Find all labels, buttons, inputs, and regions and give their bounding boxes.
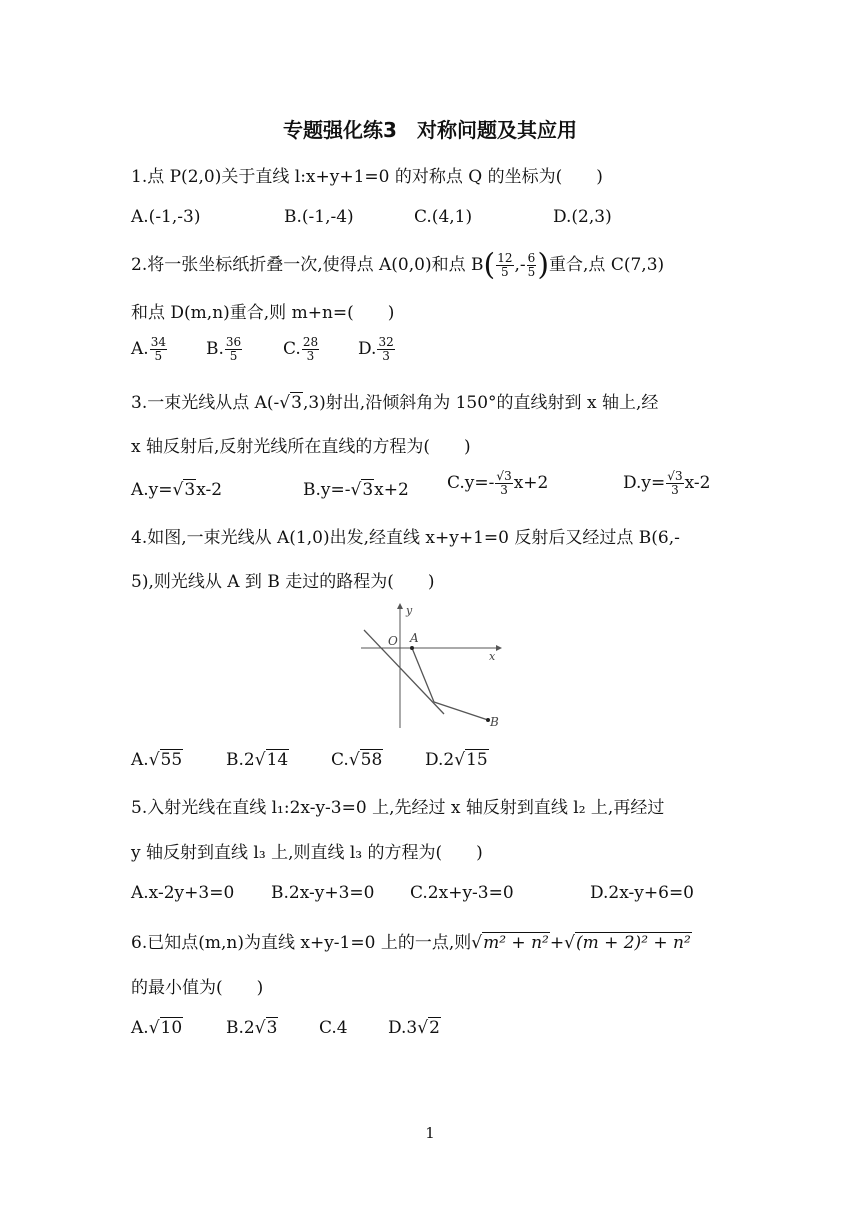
q4-option-b	[226, 750, 289, 770]
q6-stem-line2: 的最小值为( )	[131, 978, 264, 998]
q2-stem-line2: 和点 D(m,n)重合,则 m+n=( )	[131, 303, 395, 323]
option-prefix: D.	[358, 339, 377, 359]
q3-option-a	[131, 480, 222, 500]
q4-stem-line2: 5),则光线从 A 到 B 走过的路程为( )	[131, 572, 435, 592]
option-suffix: x+2	[374, 480, 409, 500]
radicand: 3	[266, 1018, 278, 1038]
radicand: 10	[160, 1018, 183, 1038]
q6-option-c: C.4	[319, 1018, 348, 1038]
q2-option-c	[283, 336, 320, 363]
fraction	[302, 336, 319, 363]
q3-stem-b: ,3)射出,沿倾斜角为 150°的直线射到 x 轴上,经	[302, 393, 659, 413]
q6-option-a	[131, 1018, 183, 1038]
q3-stem-line2: x 轴反射后,反射光线所在直线的方程为( )	[131, 437, 471, 457]
q2-option-b	[206, 336, 243, 363]
option-suffix: x-2	[684, 473, 711, 493]
option-prefix: C.	[283, 339, 301, 359]
q5-option-c: C.2x+y-3=0	[410, 883, 514, 903]
sqrt: √2	[417, 1018, 440, 1038]
origin-label: O	[388, 634, 398, 648]
q5-option-d: D.2x-y+6=0	[590, 883, 695, 903]
denominator: 3	[500, 483, 508, 497]
denominator: 3	[306, 349, 315, 363]
q3-option-c	[447, 470, 548, 497]
q3-stem	[131, 388, 658, 413]
b-label: B	[490, 715, 499, 729]
fraction	[495, 470, 512, 497]
numerator: √3	[496, 469, 512, 483]
numerator: 12	[497, 251, 513, 265]
fraction	[225, 336, 242, 363]
q1-option-d: D.(2,3)	[553, 207, 612, 227]
radicand: 3	[674, 469, 683, 483]
option-prefix: A.	[131, 750, 149, 770]
q3-option-d	[623, 470, 710, 497]
option-prefix: B.2	[226, 1018, 255, 1038]
sqrt: √3	[279, 393, 302, 413]
q5-option-b: B.2x-y+3=0	[271, 883, 375, 903]
q2-option-d	[358, 336, 396, 363]
fraction	[377, 336, 394, 363]
sqrt: √15	[454, 750, 488, 770]
q4-option-a	[131, 750, 183, 770]
option-prefix: D.3	[388, 1018, 418, 1038]
q3-option-b	[303, 480, 409, 500]
q2-stem-b: 重合,点 C(7,3)	[549, 255, 665, 275]
radicand: 58	[360, 750, 383, 770]
radicand: 15	[466, 750, 488, 770]
q5-stem-line2: y 轴反射到直线 l₃ 上,则直线 l₃ 的方程为( )	[131, 843, 483, 863]
option-prefix: D.y=	[623, 473, 666, 493]
fraction	[496, 252, 513, 279]
q5-stem: 5.入射光线在直线 l₁:2x-y-3=0 上,先经过 x 轴反射到直线 l₂ 上,再经过	[131, 798, 665, 818]
option-prefix: A.	[131, 1018, 149, 1038]
radicand: 3	[362, 480, 374, 500]
option-suffix: x+2	[513, 473, 549, 493]
sqrt: √3	[254, 1018, 278, 1038]
page-number: 1	[425, 1124, 435, 1142]
option-prefix: A.	[131, 339, 149, 359]
sqrt: √58	[348, 750, 383, 770]
numerator: 32	[378, 335, 394, 349]
q2-stem-a: 2.将一张坐标纸折叠一次,使得点 A(0,0)和点 B	[131, 255, 484, 275]
option-suffix: x-2	[196, 480, 223, 500]
sqrt: √m² + n²	[471, 933, 549, 953]
y-axis-arrow	[397, 603, 403, 609]
q1-option-b: B.(-1,-4)	[284, 207, 354, 227]
option-prefix: B.y=-	[303, 480, 351, 500]
q4-option-d	[425, 750, 489, 770]
radicand: 14	[266, 750, 289, 770]
numerator: 6	[527, 251, 536, 265]
option-prefix: C.	[331, 750, 349, 770]
option-prefix: C.y=-	[447, 473, 495, 493]
q6-stem-a: 6.已知点(m,n)为直线 x+y-1=0 上的一点,则	[131, 933, 472, 953]
q6-option-b	[226, 1018, 278, 1038]
radicand: 3	[184, 480, 196, 500]
incident-ray	[412, 648, 434, 702]
separator: ,-	[514, 255, 526, 275]
denominator: 5	[527, 265, 536, 279]
x-label: x	[489, 650, 496, 663]
radicand: (m + 2)² + n²	[575, 933, 691, 953]
mirror-line	[364, 630, 444, 714]
fraction	[150, 336, 167, 363]
numerator: 28	[302, 335, 319, 349]
fraction	[666, 470, 683, 497]
radicand: 3	[504, 469, 512, 483]
denominator: 5	[154, 349, 163, 363]
fraction	[527, 252, 537, 279]
denominator: 5	[501, 265, 509, 279]
left-paren: (	[483, 247, 496, 283]
sqrt: √14	[254, 750, 289, 770]
right-paren: )	[537, 247, 550, 283]
q3-stem-a: 3.一束光线从点 A(-	[131, 393, 280, 413]
q6-option-d	[388, 1018, 441, 1038]
denominator: 3	[671, 483, 679, 497]
sqrt: √3	[350, 480, 374, 500]
numerator: √3	[667, 469, 683, 483]
page-title: 专题强化练3 对称问题及其应用	[283, 118, 577, 142]
sqrt: √55	[148, 750, 183, 770]
point-a	[410, 646, 414, 650]
denominator: 5	[229, 349, 238, 363]
a-label: A	[410, 631, 419, 645]
q1-stem: 1.点 P(2,0)关于直线 l:x+y+1=0 的对称点 Q 的坐标为( )	[131, 167, 603, 187]
q2-stem	[131, 247, 665, 283]
option-prefix: A.y=	[131, 480, 173, 500]
radicand: 55	[160, 750, 183, 770]
q1-option-c: C.(4,1)	[414, 207, 473, 227]
x-axis-arrow	[496, 645, 502, 651]
numerator: 36	[225, 335, 242, 349]
option-prefix: B.2	[226, 750, 255, 770]
radicand: 2	[429, 1018, 440, 1038]
plus-sign: +	[549, 933, 565, 953]
reflected-ray	[434, 702, 488, 720]
q4-figure	[356, 602, 506, 732]
q4-stem: 4.如图,一束光线从 A(1,0)出发,经直线 x+y+1=0 反射后又经过点 B(6,-	[131, 528, 680, 548]
option-prefix: B.	[206, 339, 224, 359]
q5-option-a: A.x-2y+3=0	[131, 883, 235, 903]
sqrt: √(m + 2)² + n²	[564, 933, 691, 953]
radicand: m² + n²	[483, 933, 549, 953]
sqrt: √3	[172, 480, 196, 500]
y-label: y	[406, 604, 413, 617]
q4-option-c	[331, 750, 383, 770]
q6-stem	[131, 928, 692, 953]
sqrt: √10	[148, 1018, 183, 1038]
q1-option-a: A.(-1,-3)	[131, 207, 201, 227]
q2-option-a	[131, 336, 168, 363]
numerator: 34	[150, 335, 166, 349]
option-prefix: D.2	[425, 750, 455, 770]
radicand: 3	[291, 393, 302, 413]
denominator: 3	[382, 349, 390, 363]
